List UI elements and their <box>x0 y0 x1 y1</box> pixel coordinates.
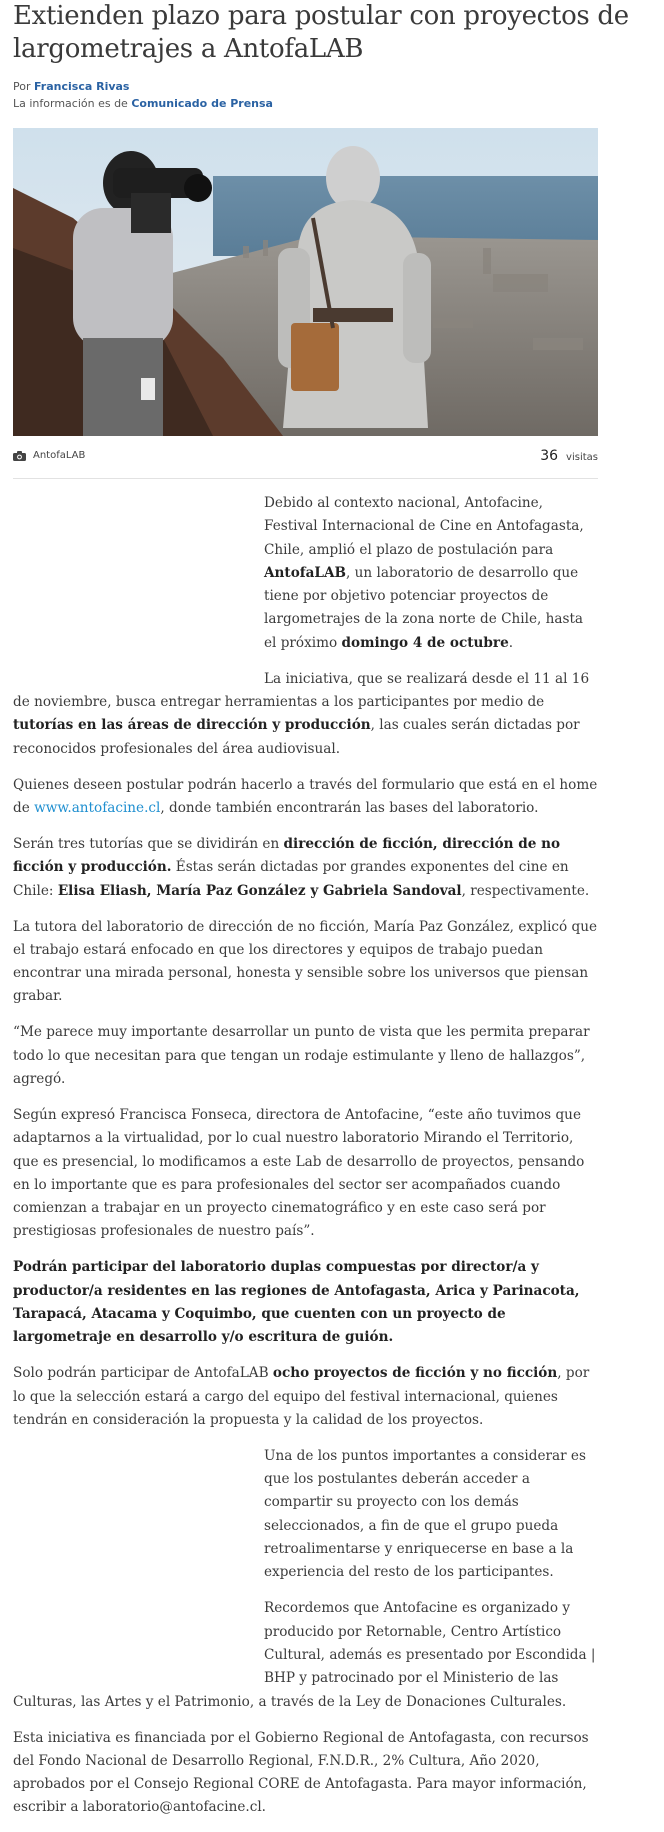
article-paragraph <box>13 833 598 903</box>
visits-count: 36 <box>540 448 559 464</box>
source-prefix: La información es de <box>13 97 128 110</box>
paragraph-text: , por lo que la selección estará a cargo del equipo del festival internacional, quienes tendrán en consideración la propuesta y la calidad de los proyectos. <box>13 1365 590 1428</box>
byline <box>13 78 273 112</box>
bold-text: dirección de ficción, dirección de no ficción y producción. <box>13 835 561 876</box>
article-paragraph <box>13 1727 598 1820</box>
website-link[interactable]: www.antofacine.cl <box>34 799 161 816</box>
visits-counter <box>540 448 598 464</box>
bold-text: AntofaLAB <box>264 564 347 581</box>
float-spacer <box>13 492 264 677</box>
bold-text: ocho proyectos de ficción y no ficción <box>272 1365 558 1382</box>
photo-caption: AntofaLAB <box>33 450 86 461</box>
source-link[interactable]: Comunicado de Prensa <box>131 97 273 110</box>
paragraph-text: Quienes deseen postular podrán hacerlo a través del formulario que está en el home de <box>13 776 598 816</box>
paragraph-text: , respectivamente. <box>461 882 590 899</box>
author-link[interactable]: Francisca Rivas <box>34 80 130 93</box>
paragraph-text: Una de los puntos importantes a considerar es que los postulantes deberán acceder a compartir su proyecto con los demás seleccionados, a fin de que el grupo pueda retroalimentarse y enriquecerse en base a la experiencia del resto de los participantes. <box>264 1447 586 1581</box>
author-line <box>13 78 273 95</box>
article-paragraph <box>13 668 598 761</box>
paragraph-text: , un laboratorio de desarrollo que tiene por objetivo potenciar proyectos de largometrajes de la zona norte de Chile, hasta el próximo <box>264 564 584 651</box>
paragraph-text: Debido al contexto nacional, Antofacine, Festival Internacional de Cine en Antofagasta, Chile, amplió el plazo de postulación para <box>264 495 584 558</box>
bold-text: Elisa Eliash, María Paz González y Gabriela Sandoval <box>57 882 462 899</box>
float-spacer <box>13 1445 264 1675</box>
paragraph-text: La iniciativa, que se realizará desde el 11 al 16 de noviembre, busca entregar herramientas a los participantes por medio de <box>13 670 590 711</box>
paragraph-text: Según expresó Francisca Fonseca, directora de Antofacine, “este año tuvimos que adaptarnos a la virtualidad, por lo cual nuestro laboratorio Mirando el Territorio, que es presencial, lo modificamos a este Lab de desarrollo de proyectos, pensando en lo importante que es para profesionales del sector ser acompañados cuando comienzan a trabajar en un proyecto cinematográfico y en este caso será por prestigiosas profesionales de nuestro país”. <box>13 1106 585 1240</box>
page-title: Extienden plazo para postular con proyectos de largometrajes a AntofaLAB <box>13 1 629 64</box>
paragraph-text: , las cuales serán dictadas por reconocidos profesionales del área audiovisual. <box>13 717 580 757</box>
paragraph-text: “Me parece muy importante desarrollar un punto de vista que les permita preparar todo lo que necesitan para que tengan un rodaje estimulante y lleno de hallazgos”, agregó. <box>13 1024 590 1087</box>
paragraph-text: Recordemos que Antofacine es organizado y producido por Retornable, Centro Artístico Cultural, además es presentado por Escondida | BHP y patrocinado por el Ministerio de las Culturas, las Artes y el Patrimonio, a través de la Ley de Donaciones Culturales. <box>13 1600 596 1710</box>
paragraph-text: Esta iniciativa es financiada por el Gobierno Regional de Antofagasta, con recursos del Fondo Nacional de Desarrollo Regional, F.N.D.R., 2% Cultura, Año 2020, aprobados por el Consejo Regional CORE de Antofagasta. Para mayor información, escribir a laboratorio@antofacine.cl. <box>13 1729 589 1816</box>
paragraph-text: Solo podrán participar de AntofaLAB <box>13 1365 273 1382</box>
bold-text: tutorías en las áreas de dirección y producción <box>13 717 371 734</box>
article-photo[interactable] <box>13 128 598 436</box>
article-paragraph <box>13 1021 598 1091</box>
article-paragraph <box>13 1104 598 1244</box>
visits-label: visitas <box>566 452 598 463</box>
paragraph-text: La tutora del laboratorio de dirección de no ficción, María Paz González, explicó que el trabajo estará enfocado en que los directores y equipos de trabajo puedan encontrar una mirada personal, honesta y sensible sobre los universos que piensan grabar. <box>13 918 598 1005</box>
article-paragraph <box>13 1256 598 1349</box>
article-body <box>13 492 598 1832</box>
photo-meta <box>13 448 598 468</box>
source-line <box>13 95 273 112</box>
by-prefix: Por <box>13 80 31 93</box>
paragraph-text: Serán tres tutorías que se dividirán en <box>13 835 284 852</box>
paragraph-text: . <box>508 634 514 651</box>
article-paragraph <box>13 774 598 821</box>
paragraph-text: Éstas serán dictadas por grandes exponentes del cine en Chile: <box>13 859 569 899</box>
bold-text: domingo 4 de octubre <box>341 634 509 651</box>
paragraph-text: , donde también encontrarán las bases del laboratorio. <box>160 799 539 816</box>
article-paragraph <box>13 1362 598 1432</box>
bold-text: Podrán participar del laboratorio duplas compuestas por director/a y productor/a residentes en las regiones de Antofagasta, Arica y Parinacota, Tarapacá, Atacama y Coquimbo, que cuenten con un proyecto de largometraje en desarrollo y/o escritura de guión. <box>13 1259 580 1346</box>
divider <box>13 478 598 479</box>
camera-icon <box>13 451 26 461</box>
article-paragraph <box>13 916 598 1009</box>
